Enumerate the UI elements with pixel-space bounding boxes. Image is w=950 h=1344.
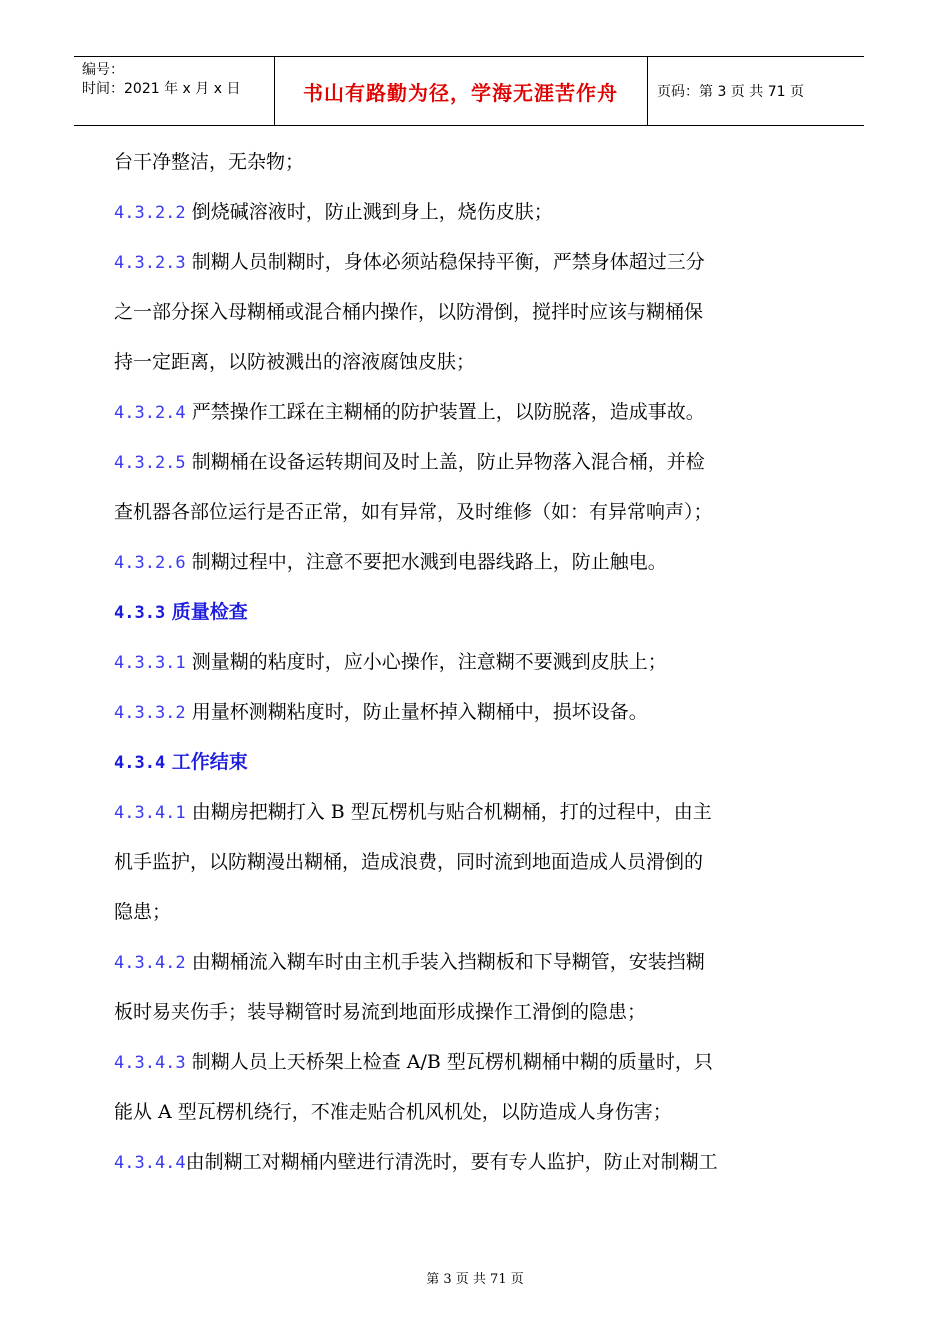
clause-text: 制糊人员上天桥架上检查 A/B 型瓦楞机糊桶中糊的质量时，只 bbox=[185, 1051, 713, 1073]
body-line bbox=[114, 937, 705, 988]
clause-number: 4.3.2.5 bbox=[114, 453, 186, 473]
clause-number: 4.3.3 bbox=[114, 603, 166, 623]
body-line bbox=[114, 787, 712, 838]
body-line bbox=[114, 337, 475, 387]
clause-text: 制糊人员制糊时，身体必须站稳保持平衡，严禁身体超过三分 bbox=[185, 251, 705, 273]
clause-text: 查机器各部位运行是否正常，如有异常，及时维修（如：有异常响声）； bbox=[114, 501, 713, 523]
clause-text: 用量杯测糊粘度时，防止量杯掉入糊桶中，损坏设备。 bbox=[185, 701, 648, 723]
body-line bbox=[114, 437, 705, 488]
body-line bbox=[114, 137, 304, 187]
clause-text: 制糊桶在设备运转期间及时上盖，防止异物落入混合桶，并检 bbox=[185, 451, 705, 473]
section-heading bbox=[114, 587, 248, 638]
header-page-number: 页码：第 3 页 共 71 页 bbox=[657, 84, 804, 100]
body-line bbox=[114, 987, 646, 1037]
clause-text: 质量检查 bbox=[165, 601, 248, 623]
body-line bbox=[114, 237, 705, 288]
body-line bbox=[114, 887, 171, 937]
clause-number: 4.3.3.2 bbox=[114, 703, 186, 723]
header-motto: 书山有路勤为径，学海无涯苦作舟 bbox=[303, 80, 618, 105]
clause-text: 之一部分探入母糊桶或混合桶内操作，以防滑倒，搅拌时应该与糊桶保 bbox=[114, 301, 704, 323]
body-line bbox=[114, 1037, 713, 1088]
clause-number: 4.3.4 bbox=[114, 753, 166, 773]
page-footer: 第 3 页 共 71 页 bbox=[426, 1272, 524, 1287]
clause-number: 4.3.4.1 bbox=[114, 803, 186, 823]
clause-text: 持一定距离，以防被溅出的溶液腐蚀皮肤； bbox=[114, 351, 476, 373]
clause-text: 机手监护，以防糊漫出糊桶，造成浪费，同时流到地面造成人员滑倒的 bbox=[114, 851, 704, 873]
document-number-label: 编号： bbox=[82, 62, 124, 78]
body-line bbox=[114, 487, 713, 537]
clause-text: 板时易夹伤手；装导糊管时易流到地面形成操作工滑倒的隐患； bbox=[114, 1001, 647, 1023]
clause-text: 制糊过程中，注意不要把水溅到电器线路上，防止触电。 bbox=[185, 551, 667, 573]
body-line bbox=[114, 537, 667, 588]
page-header bbox=[74, 56, 864, 126]
body-line bbox=[114, 387, 705, 438]
header-meta-cell bbox=[74, 57, 275, 125]
header-page-cell bbox=[647, 57, 864, 125]
clause-number: 4.3.2.6 bbox=[114, 553, 186, 573]
clause-number: 4.3.3.1 bbox=[114, 653, 186, 673]
body-line bbox=[114, 187, 553, 238]
clause-number: 4.3.2.3 bbox=[114, 253, 186, 273]
clause-number: 4.3.4.3 bbox=[114, 1053, 186, 1073]
body-line bbox=[114, 687, 648, 738]
clause-text: 隐患； bbox=[114, 901, 172, 923]
clause-text: 测量糊的粘度时，应小心操作，注意糊不要溅到皮肤上； bbox=[185, 651, 667, 673]
clause-number: 4.3.2.2 bbox=[114, 203, 186, 223]
clause-number: 4.3.2.4 bbox=[114, 403, 186, 423]
body-line bbox=[114, 837, 703, 887]
clause-number: 4.3.4.4 bbox=[114, 1153, 186, 1173]
section-heading bbox=[114, 737, 248, 788]
clause-number: 4.3.4.2 bbox=[114, 953, 186, 973]
clause-text: 倒烧碱溶液时，防止溅到身上，烧伤皮肤； bbox=[185, 201, 553, 223]
document-time-label: 时间：2021 年 x 月 x 日 bbox=[82, 81, 241, 97]
body-line bbox=[114, 1087, 672, 1137]
body-line bbox=[114, 637, 667, 688]
clause-text: 能从 A 型瓦楞机绕行，不准走贴合机风机处，以防造成人身伤害； bbox=[114, 1101, 672, 1123]
clause-text: 台干净整洁，无杂物； bbox=[114, 151, 305, 173]
header-motto-cell bbox=[274, 57, 648, 125]
clause-text: 由糊桶流入糊车时由主机手装入挡糊板和下导糊管，安装挡糊 bbox=[185, 951, 705, 973]
clause-text: 由糊房把糊打入 B 型瓦楞机与贴合机糊桶，打的过程中，由主 bbox=[185, 801, 712, 823]
body-line bbox=[114, 287, 703, 337]
body-line bbox=[114, 1137, 718, 1188]
clause-text: 严禁操作工踩在主糊桶的防护装置上，以防脱落，造成事故。 bbox=[185, 401, 705, 423]
clause-text: 工作结束 bbox=[165, 751, 248, 773]
clause-text: 由制糊工对糊桶内壁进行清洗时，要有专人监护，防止对制糊工 bbox=[185, 1151, 718, 1173]
